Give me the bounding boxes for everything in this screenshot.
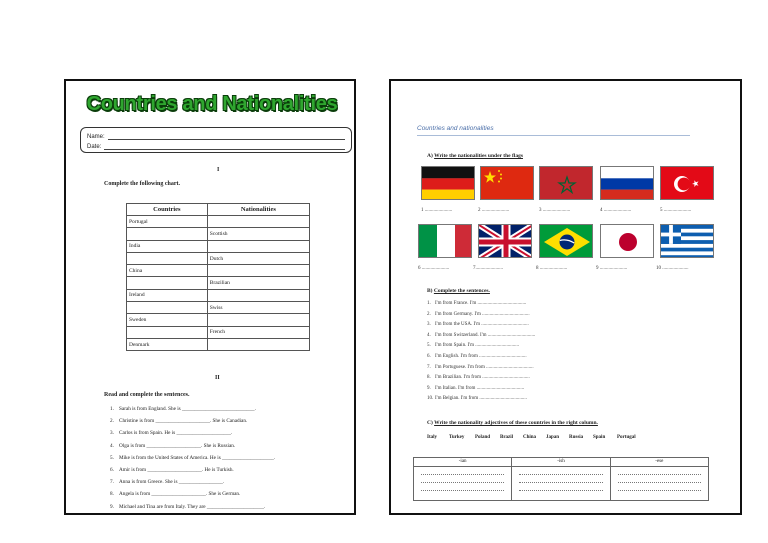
countries-header: Countries — [127, 204, 208, 216]
nationality-cell[interactable] — [207, 314, 309, 326]
section-number-1: I — [217, 167, 220, 173]
flag-china — [480, 166, 534, 200]
answer-line[interactable] — [519, 486, 602, 491]
nationalities-header: Nationalities — [207, 204, 309, 216]
country-cell[interactable] — [127, 326, 208, 338]
name-field[interactable] — [108, 132, 345, 140]
flag-brazil — [539, 224, 593, 258]
sentence-number: 1. — [427, 301, 431, 306]
sentence-item — [427, 322, 529, 327]
title-divider — [417, 135, 690, 136]
sentence-item — [427, 354, 527, 359]
nationality-cell[interactable]: Dutch — [207, 252, 309, 264]
sentence-item — [427, 396, 527, 401]
country-cell[interactable]: Sweden — [127, 314, 208, 326]
suffix-column-ian — [414, 458, 512, 500]
suffix-header: -ian — [414, 458, 511, 467]
sentence-text[interactable]: Amir is from _____________________. He is Turkish. — [119, 467, 234, 473]
suffix-column-ese — [611, 458, 708, 500]
sentence-number: 2. — [427, 311, 431, 317]
sentence-item — [110, 430, 232, 436]
sentence-text[interactable]: Carlos is from Spain. He is _____________________. — [119, 430, 233, 437]
section-c-heading — [427, 420, 598, 426]
sentence-text[interactable]: Christine is from _____________________. She is Canadian. — [119, 418, 248, 425]
nationality-cell[interactable] — [207, 240, 309, 252]
country-cell[interactable]: India — [127, 240, 208, 252]
date-field[interactable] — [104, 142, 345, 150]
sentence-text[interactable]: I'm from France. I'm ....................................... — [435, 301, 527, 306]
sentence-number: 4. — [110, 442, 114, 449]
country-cell[interactable] — [127, 228, 208, 240]
nationality-cell[interactable]: Brazilian — [207, 277, 309, 289]
answer-line[interactable] — [618, 486, 701, 491]
flag-answer-blank[interactable]: 2 ...................... — [478, 208, 510, 213]
sentence-item — [427, 343, 519, 348]
sentence-item — [427, 365, 534, 370]
sentence-number: 3. — [427, 322, 431, 328]
date-label: Date: — [87, 144, 102, 150]
section-1-instruction: Complete the following chart. — [104, 181, 180, 187]
sentence-number: 7. — [110, 479, 114, 486]
flag-answer-blank[interactable]: 9 ...................... — [596, 266, 628, 271]
country-word: Italy — [427, 435, 437, 440]
table-row — [127, 289, 310, 301]
sentence-text[interactable]: Mike is from the United States of America. He is ____________________. — [119, 454, 276, 461]
nationality-cell[interactable] — [207, 216, 309, 228]
worksheet-right — [389, 79, 742, 515]
country-cell[interactable]: Denmark — [127, 338, 208, 350]
sentence-text[interactable]: Sarah is from England. She is ____________________________. — [119, 406, 256, 412]
flag-answer-blank[interactable]: 7...................... — [473, 266, 503, 271]
sentence-number: 9. — [427, 385, 431, 391]
country-word: Russia — [569, 435, 584, 440]
flag-answer-blank[interactable]: 8 ...................... — [536, 266, 568, 271]
sentence-text[interactable]: I'm from the USA. I'm ...................................... — [435, 322, 529, 328]
suffix-header: -ese — [611, 458, 708, 467]
nationality-cell[interactable] — [207, 265, 309, 277]
table-row — [127, 265, 310, 277]
sentence-number: 7. — [427, 364, 431, 370]
section-b-text: Complete the sentences. — [433, 288, 490, 294]
sentence-number: 4. — [427, 332, 431, 338]
answer-line[interactable] — [421, 470, 504, 475]
country-word: Japan — [546, 435, 560, 440]
country-cell[interactable] — [127, 302, 208, 314]
section-c-letter: C) — [427, 420, 433, 426]
sentence-text[interactable]: I'm from Germany. I'm ...................................... — [435, 311, 530, 317]
answer-line[interactable] — [618, 478, 701, 483]
sentence-text[interactable]: I'm Italian. I'm from ...................................... — [435, 385, 525, 391]
sentence-number: 6. — [110, 467, 114, 473]
flag-answer-blank[interactable]: 4 ...................... — [600, 208, 632, 213]
flag-answer-blank[interactable]: 1 ...................... — [421, 208, 453, 213]
country-word: Turkey — [449, 435, 465, 440]
sentence-item — [427, 301, 526, 306]
section-a-heading — [427, 153, 523, 159]
sentence-number: 6. — [427, 354, 431, 359]
sentence-text[interactable]: I'm from Spain. I'm ................................... — [435, 343, 520, 349]
sentence-item — [110, 479, 224, 485]
sentence-number: 8. — [427, 375, 431, 381]
name-label: Name: — [87, 134, 105, 140]
sentence-item — [110, 418, 247, 424]
suffix-table — [413, 457, 709, 501]
table-row — [127, 314, 310, 326]
sentence-item — [427, 386, 524, 391]
answer-line[interactable] — [519, 470, 602, 475]
nationality-cell[interactable] — [207, 289, 309, 301]
flag-greece — [660, 224, 714, 258]
countries-chart — [126, 203, 310, 351]
name-date-box — [80, 127, 352, 153]
worksheet-title: Countries and nationalities — [417, 125, 494, 132]
country-word: Spain — [593, 435, 606, 440]
sentence-text[interactable]: I'm Portuguese. I'm from ...................................... — [435, 364, 534, 370]
sentence-number: 2. — [110, 418, 114, 425]
section-2-instruction: Read and complete the sentences. — [104, 392, 190, 398]
country-cell[interactable] — [127, 277, 208, 289]
section-number-2: II — [215, 375, 220, 381]
sentence-number: 9. — [110, 503, 114, 510]
sentence-number: 3. — [110, 430, 114, 437]
country-cell[interactable]: Portugal — [127, 216, 208, 228]
sentence-item — [427, 375, 530, 380]
section-b-heading — [427, 288, 490, 294]
section-a-text: Write the nationalities under the flags — [434, 153, 523, 159]
sentence-item — [110, 467, 234, 473]
country-cell[interactable] — [127, 252, 208, 264]
sentence-item — [110, 491, 240, 497]
flag-answer-blank[interactable]: 10 ..................... — [656, 266, 689, 271]
table-row — [127, 277, 310, 289]
table-row — [127, 252, 310, 264]
flag-morocco — [539, 166, 593, 200]
flag-answer-blank[interactable]: 6 ...................... — [418, 266, 450, 271]
flag-answer-blank[interactable]: 5 ...................... — [660, 208, 692, 213]
table-row — [127, 326, 310, 338]
suffix-column-ish — [512, 458, 610, 500]
flag-united-kingdom — [478, 224, 532, 258]
flag-russia — [600, 166, 654, 200]
flag-turkey — [660, 166, 714, 200]
sentence-text[interactable]: I'm English. I'm from ...................................... — [435, 354, 527, 359]
answer-line[interactable] — [519, 478, 602, 483]
table-row — [127, 240, 310, 252]
sentence-item — [110, 455, 275, 461]
answer-line[interactable] — [421, 478, 504, 483]
answer-line[interactable] — [421, 486, 504, 491]
country-word: China — [523, 435, 537, 440]
country-word: Poland — [475, 435, 491, 440]
table-row — [127, 302, 310, 314]
table-row — [127, 228, 310, 240]
suffix-header: -ish — [512, 458, 609, 467]
sentence-item — [110, 443, 235, 449]
sentence-text[interactable]: Angela is from _____________________. She is German. — [119, 491, 241, 498]
sentence-text[interactable]: I'm from Switzerland. I'm ...................................... — [435, 332, 536, 338]
nationality-cell[interactable]: Scottish — [207, 228, 309, 240]
worksheet-title: Countries and Nationalities — [86, 93, 338, 115]
sentence-number: 5. — [110, 454, 114, 461]
section-b-letter: B) — [427, 288, 433, 294]
flag-germany — [421, 166, 475, 200]
flag-italy — [418, 224, 472, 258]
flag-answer-blank[interactable]: 3 ...................... — [539, 208, 571, 213]
sentence-item — [110, 406, 256, 412]
country-word: Brazil — [500, 435, 514, 440]
sentence-number: 10. — [427, 396, 434, 402]
table-row — [127, 338, 310, 350]
sentence-text[interactable]: Anna is from Greece. She is _________________. — [119, 479, 225, 486]
country-cell[interactable]: China — [127, 265, 208, 277]
sentence-text[interactable]: Olga is from _____________________. She is Russian. — [119, 442, 236, 449]
nationality-cell[interactable]: French — [207, 326, 309, 338]
worksheet-left — [64, 79, 356, 515]
answer-line[interactable] — [618, 470, 701, 475]
flag-japan — [600, 224, 654, 258]
sentence-item — [427, 312, 530, 317]
sentence-text[interactable]: I'm Brazilian. I'm from ...................................... — [435, 375, 530, 381]
sentence-text[interactable]: I'm Belgian. I'm from ...................................... — [435, 396, 527, 402]
sentence-item — [427, 333, 535, 338]
sentence-item — [110, 504, 265, 510]
sentence-text[interactable]: Michael and Tina are from Italy. They are ______________________. — [119, 503, 266, 510]
country-word: Portugal — [617, 435, 636, 440]
sentence-number: 5. — [427, 343, 431, 349]
nationality-cell[interactable]: Swiss — [207, 302, 309, 314]
nationality-cell[interactable] — [207, 338, 309, 350]
sentence-number: 8. — [110, 491, 114, 498]
section-a-letter: A) — [427, 153, 433, 159]
country-cell[interactable]: Ireland — [127, 289, 208, 301]
sentence-number: 1. — [110, 406, 114, 412]
section-c-text: Write the nationality adjectives of these countries in the right column. — [434, 420, 598, 426]
table-row — [127, 216, 310, 228]
